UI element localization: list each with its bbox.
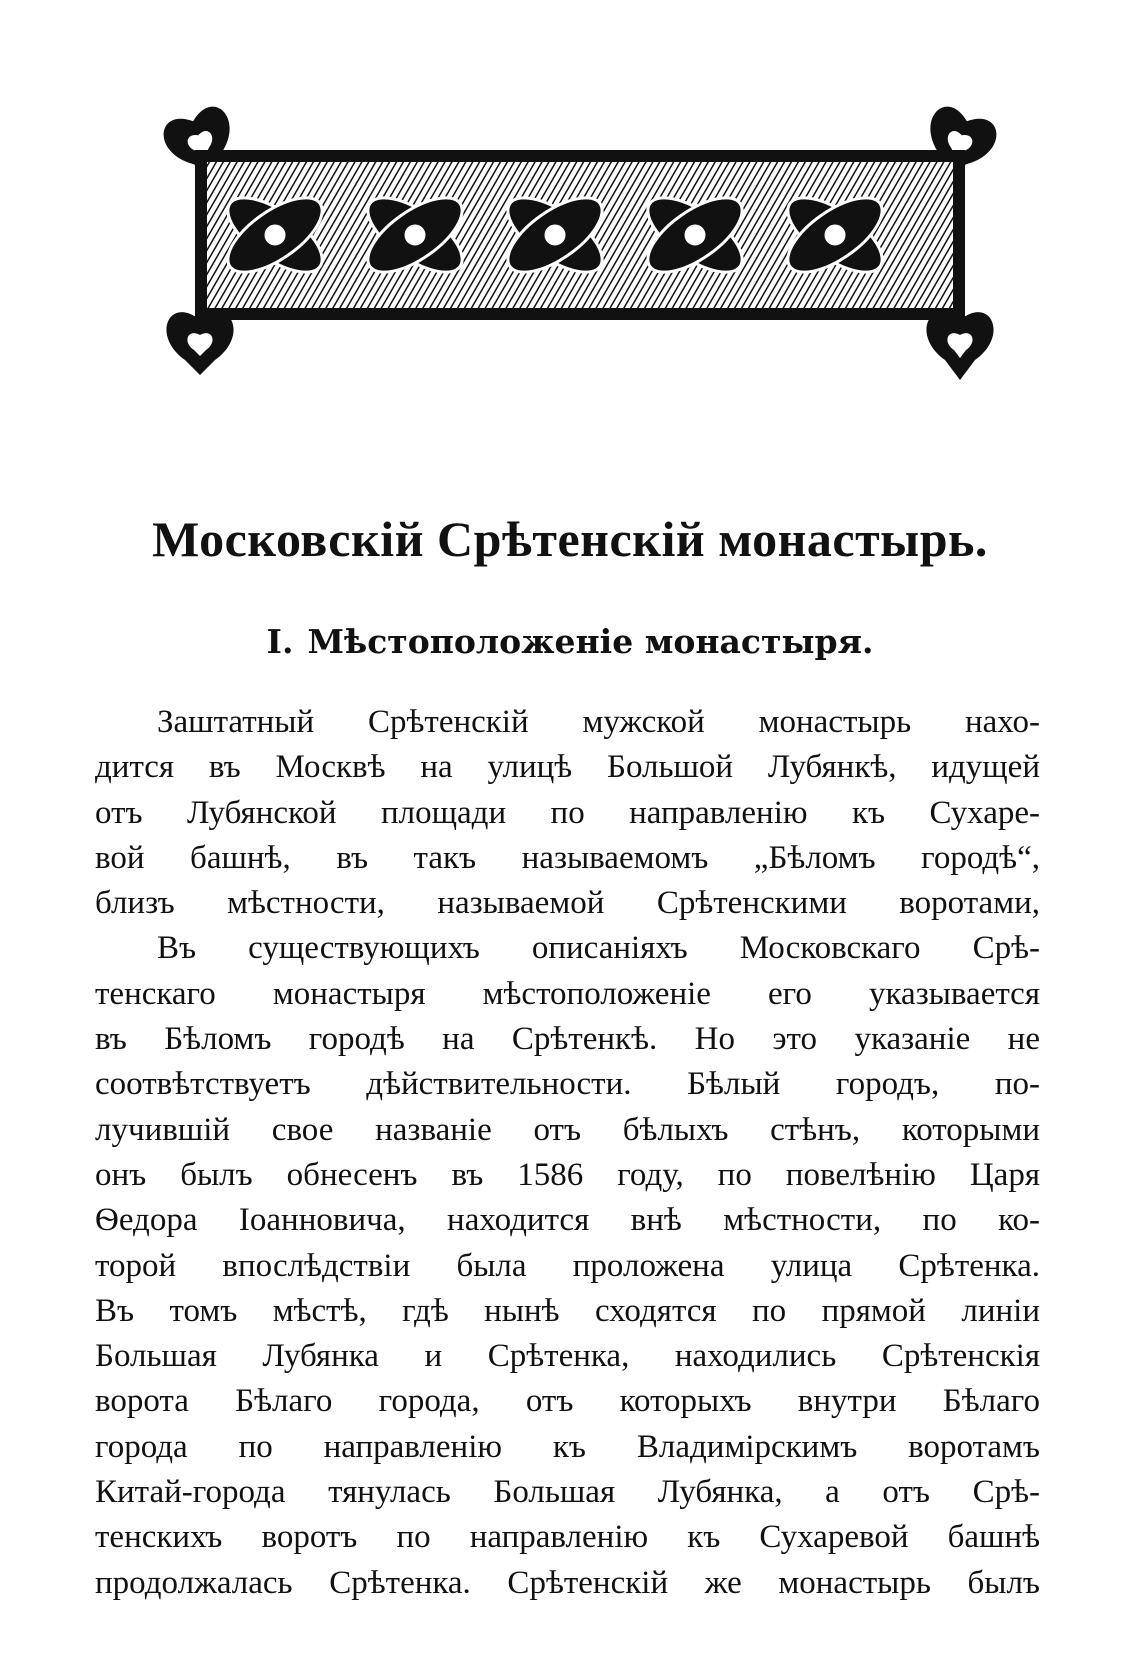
text-line: тенскихъ воротъ по направленію къ Сухаревой башнѣ	[95, 1519, 1040, 1556]
headpiece-ornament	[160, 90, 1000, 410]
text-line: торой впослѣдствіи была проложена улица Срѣтенка.	[95, 1247, 1040, 1284]
text-line: продолжалась Срѣтенка. Срѣтенскій же монастырь былъ	[95, 1564, 1040, 1601]
text-line: отъ Лубянской площади по направленію къ Сухаре-	[95, 794, 1040, 831]
text-line: въ Бѣломъ городѣ на Срѣтенкѣ. Но это указаніе не	[95, 1021, 1040, 1058]
section-heading	[0, 622, 1140, 661]
section-number: I.	[266, 622, 294, 661]
ornament-icon	[160, 90, 1000, 410]
text-line: Китай-города тянулась Большая Лубянка, а отъ Срѣ-	[95, 1474, 1040, 1511]
text-line: онъ былъ обнесенъ въ 1586 году, по повелѣнію Царя	[95, 1156, 1040, 1193]
text-line: города по направленію къ Владимірскимъ воротамъ	[95, 1428, 1040, 1465]
text-line: ворота Бѣлаго города, отъ которыхъ внутри Бѣлаго	[95, 1383, 1040, 1420]
text-line: Ѳедора Іоанновича, находится внѣ мѣстности, по ко-	[95, 1202, 1040, 1239]
text-line: тенскаго монастыря мѣстоположеніе его указывается	[95, 975, 1040, 1012]
text-line: соотвѣтствуетъ дѣйствительности. Бѣлый городъ, по-	[95, 1066, 1040, 1103]
text-line: близъ мѣстности, называемой Срѣтенскими воротами,	[95, 885, 1040, 922]
page-title: Московскій Срѣтенскій монастырь.	[152, 511, 988, 567]
text-line: Въ существующихъ описаніяхъ Московскаго Срѣ-	[157, 930, 1040, 967]
text-line: Заштатный Срѣтенскій мужской монастырь нахо-	[157, 704, 1040, 740]
text-line: Большая Лубянка и Срѣтенка, находились Срѣтенскія	[95, 1338, 1040, 1375]
section-title: Мѣстоположеніе монастыря.	[307, 622, 874, 661]
body-text	[95, 700, 1040, 1606]
text-line: лучившій свое названіе отъ бѣлыхъ стѣнъ, которыми	[95, 1111, 1040, 1148]
text-line: вой башнѣ, въ такъ называемомъ „Бѣломъ городѣ“,	[95, 839, 1040, 876]
text-line: дится въ Москвѣ на улицѣ Большой Лубянкѣ, идущей	[95, 749, 1040, 786]
text-line: Въ томъ мѣстѣ, гдѣ нынѣ сходятся по прямой линіи	[95, 1292, 1040, 1329]
